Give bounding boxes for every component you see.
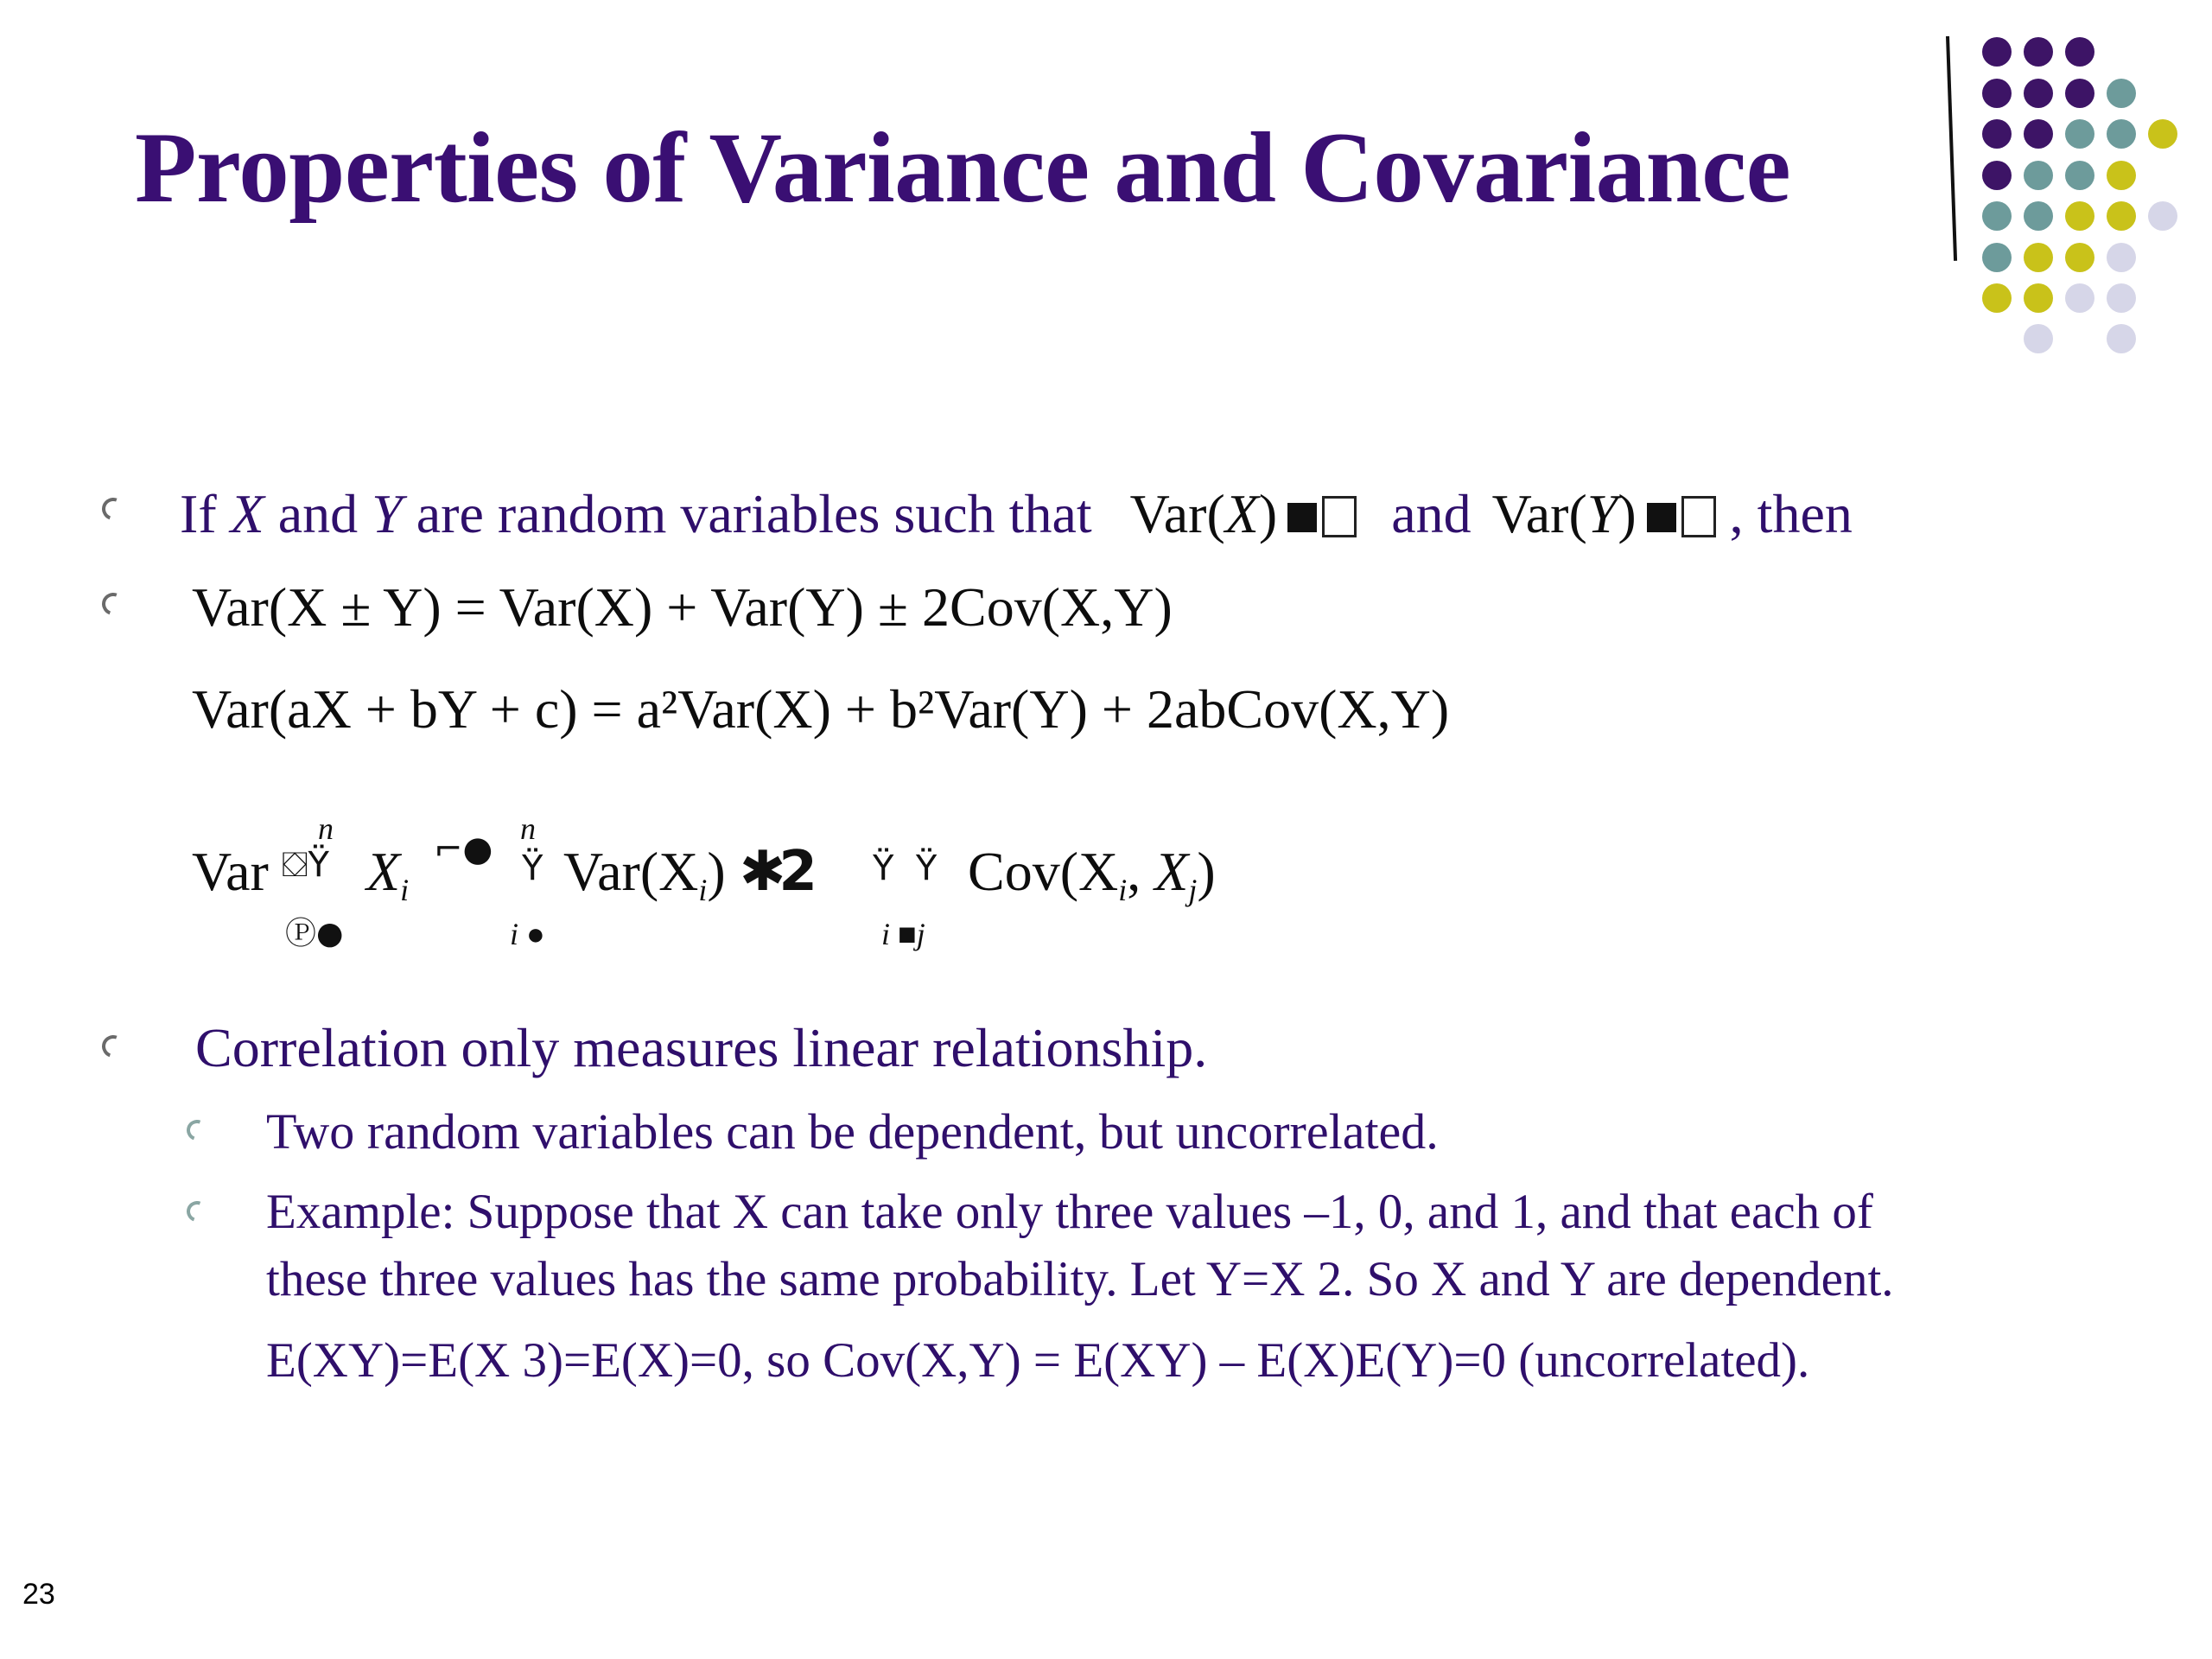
sub-bullet-2-line-2: these three values has the same probability. Let Y=X 2. So X and Y are dependent. — [266, 1252, 1894, 1306]
b1-and: and — [277, 483, 359, 544]
sum-lower-index: i ● — [510, 917, 545, 951]
dot — [2065, 243, 2094, 272]
dot — [1982, 283, 2012, 313]
sub-bullet-1-text: Two random variables can be dependent, but uncorrelated. — [266, 1103, 1439, 1160]
equation-var-of-sum — [192, 840, 269, 904]
paren-glyph: ⌐● — [434, 830, 493, 869]
dot — [1982, 119, 2012, 149]
dot — [2107, 119, 2136, 149]
page-number: 23 — [22, 1578, 55, 1611]
glyph-box — [1322, 496, 1357, 537]
glyph-square — [1647, 503, 1676, 532]
eq3-var-xi: $Var(X_i)$ ✱2 — [563, 840, 810, 907]
dot — [2065, 37, 2094, 67]
sum-glyph: ⛋Ϋ — [282, 845, 329, 885]
var-y-expr: Var(Y) — [1492, 483, 1716, 544]
dot — [1982, 79, 2012, 108]
var-label: Var( — [1129, 483, 1225, 544]
sub-bullet-2-line-3: E(XY)=E(X 3)=E(X)=0, so Cov(X,Y) = E(XY) – E(X)E(Y)=0 (uncorrelated). — [266, 1333, 1810, 1388]
eq3-xi: $X_i$ — [366, 841, 410, 907]
bullet-marker — [99, 494, 129, 524]
var-x-expr: Var(X) — [1130, 483, 1357, 544]
bullet-3-text: Correlation only measures linear relationship. — [195, 1017, 1208, 1078]
dot — [2065, 119, 2094, 149]
dot — [2024, 161, 2053, 190]
bullet-1-text — [180, 482, 1853, 546]
dot — [1982, 161, 2012, 190]
sum-upper-n: n — [520, 811, 536, 846]
sum-upper-n: n — [318, 811, 334, 846]
equation-var-sum: Var(X ± Y) = Var(X) + Var(Y) ± 2Cov(X,Y) — [192, 576, 1173, 638]
glyph-box — [1681, 496, 1716, 537]
paren-close: ) — [1258, 483, 1278, 544]
dot — [2107, 243, 2136, 272]
var-x: X — [230, 483, 264, 544]
glitch-plus-2: ✱2 — [739, 840, 810, 904]
decorative-dot-grid — [0, 0, 2212, 363]
bullet-marker — [99, 1032, 129, 1062]
sub-bullet-2-line-1: Example: Suppose that X can take only three values –1, 0, and 1, and that each of — [266, 1185, 1873, 1239]
dot — [2024, 119, 2053, 149]
paren-close: ) — [1618, 483, 1637, 544]
eq3-var: Var — [192, 841, 269, 902]
double-sum-index: i ■j — [881, 917, 925, 951]
b1-rest: are random variables such that — [416, 483, 1092, 544]
sub-bullet-marker — [183, 1198, 211, 1225]
eq3-cov: $Cov(X_i$, $X_j$) — [968, 841, 1216, 907]
var-label: Var( — [1491, 483, 1587, 544]
slide-title: Properties of Variance and Covariance — [135, 112, 1791, 224]
dot — [2107, 201, 2136, 231]
dot — [1982, 37, 2012, 67]
cov-label: Cov(X — [968, 841, 1119, 902]
dot — [2107, 161, 2136, 190]
dot — [2024, 283, 2053, 313]
dot — [2024, 324, 2053, 353]
equation-var-linear: Var(aX + bY + c) = a²Var(X) + b²Var(Y) + 2abCov(X,Y) — [192, 678, 1450, 740]
glyph-square — [1287, 503, 1317, 532]
b1-then: , then — [1729, 483, 1853, 544]
var-xi-label: Var(X — [563, 841, 699, 902]
dot — [2148, 119, 2177, 149]
dot — [2107, 324, 2136, 353]
dot — [2024, 243, 2053, 272]
b1-prefix: If — [180, 483, 217, 544]
dot — [2107, 79, 2136, 108]
bullet-marker — [99, 589, 129, 620]
sum-glyph: Ϋ — [522, 849, 543, 888]
double-sum-glyph: Ϋ Ϋ — [873, 849, 938, 888]
dot — [2065, 283, 2094, 313]
sum-lower-index: Ⓟ● — [285, 916, 344, 951]
sub-bullet-marker — [183, 1116, 211, 1144]
var-y: Y — [372, 483, 403, 544]
dot — [2148, 201, 2177, 231]
dot — [1982, 243, 2012, 272]
dot — [1982, 201, 2012, 231]
dot — [2065, 161, 2094, 190]
dot — [2024, 37, 2053, 67]
dot — [2024, 79, 2053, 108]
dot — [2107, 283, 2136, 313]
b1-and2: and — [1391, 483, 1471, 544]
dot — [2065, 79, 2094, 108]
dot — [2065, 201, 2094, 231]
dot — [2024, 201, 2053, 231]
